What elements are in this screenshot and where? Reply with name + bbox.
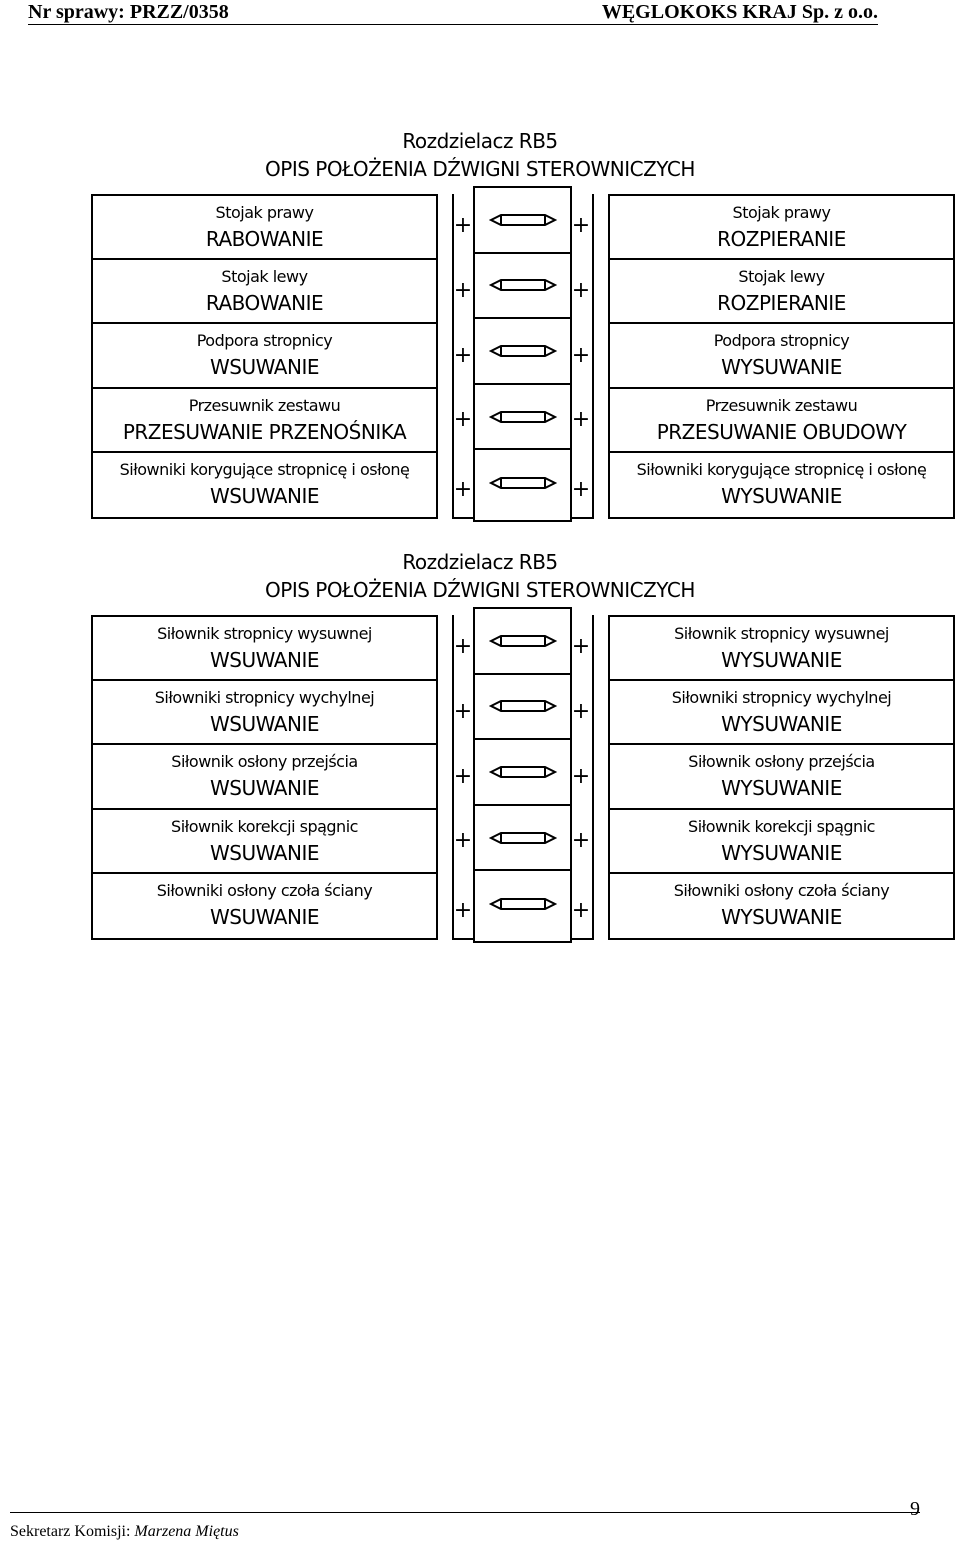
function-cell bbox=[610, 745, 953, 809]
lever-slot bbox=[475, 254, 570, 320]
actuator-name: Siłownik osłony przejścia bbox=[688, 752, 875, 772]
page-footer bbox=[10, 1512, 920, 1541]
actuator-name: Siłowniki osłony czoła ściany bbox=[673, 880, 890, 900]
plus-sign: + bbox=[571, 764, 591, 789]
actuator-name: Siłownik korekcji spągnic bbox=[171, 816, 358, 836]
actuator-action: WSUWANIE bbox=[210, 776, 319, 801]
function-cell bbox=[93, 617, 436, 681]
plus-sign: + bbox=[453, 213, 473, 238]
actuator-name: Siłownik stropnicy wysuwnej bbox=[157, 624, 372, 643]
plus-sign: + bbox=[453, 278, 473, 303]
plus-sign: + bbox=[453, 634, 473, 659]
actuator-action: WYSUWANIE bbox=[721, 355, 842, 380]
diagram-title: Rozdzielacz RB5 bbox=[402, 129, 558, 153]
function-cell bbox=[93, 324, 436, 388]
function-cell bbox=[610, 453, 953, 517]
lever-symbol-icon bbox=[489, 763, 557, 781]
plus-sign: + bbox=[453, 407, 473, 432]
footer-label: Sekretarz Komisji: bbox=[10, 1523, 131, 1540]
plus-sign: + bbox=[571, 898, 591, 923]
actuator-name: Podpora stropnicy bbox=[713, 331, 850, 351]
function-cell bbox=[610, 874, 953, 938]
rail-line bbox=[572, 517, 594, 519]
actuator-name: Siłowniki osłony czoła ściany bbox=[156, 880, 373, 900]
rail-line bbox=[592, 615, 594, 940]
actuator-action: RABOWANIE bbox=[205, 291, 324, 316]
function-cell bbox=[93, 874, 436, 938]
plus-sign: + bbox=[571, 477, 591, 502]
lever-symbol-icon bbox=[489, 895, 557, 913]
lever-slot bbox=[475, 675, 570, 741]
plus-sign: + bbox=[571, 828, 591, 853]
actuator-name: Siłownik osłony przejścia bbox=[171, 752, 358, 772]
right-function-column bbox=[608, 615, 955, 940]
actuator-name: Siłowniki stropnicy wychylnej bbox=[154, 688, 375, 708]
actuator-name: Siłownik korekcji spągnic bbox=[688, 816, 875, 836]
page-header bbox=[28, 0, 878, 25]
actuator-action: PRZESUWANIE PRZENOŚNIKA bbox=[122, 419, 407, 444]
actuator-action: WSUWANIE bbox=[210, 712, 319, 737]
actuator-action: ROZPIERANIE bbox=[717, 291, 846, 316]
function-cell bbox=[610, 196, 953, 260]
actuator-action: WYSUWANIE bbox=[721, 648, 842, 672]
actuator-action: WSUWANIE bbox=[210, 483, 319, 508]
plus-sign: + bbox=[571, 407, 591, 432]
lever-column bbox=[473, 607, 572, 943]
lever-slot bbox=[475, 450, 570, 516]
function-cell bbox=[610, 810, 953, 874]
lever-slot bbox=[475, 871, 570, 937]
company-name: WĘGLOKOKS KRAJ Sp. z o.o. bbox=[601, 1, 878, 23]
actuator-action: WSUWANIE bbox=[210, 648, 319, 672]
left-function-column bbox=[91, 615, 438, 940]
diagram-title: Rozdzielacz RB5 bbox=[402, 550, 558, 574]
plus-sign: + bbox=[453, 828, 473, 853]
plus-sign: + bbox=[453, 898, 473, 923]
lever-slot bbox=[475, 609, 570, 675]
rail-line bbox=[592, 194, 594, 519]
right-function-column bbox=[608, 194, 955, 519]
actuator-action: WSUWANIE bbox=[210, 904, 319, 929]
actuator-action: WYSUWANIE bbox=[721, 776, 842, 801]
lever-slot bbox=[475, 188, 570, 254]
actuator-name: Stojak prawy bbox=[215, 203, 314, 222]
plus-sign: + bbox=[453, 699, 473, 724]
actuator-name: Przesuwnik zestawu bbox=[705, 395, 858, 415]
actuator-name: Podpora stropnicy bbox=[196, 331, 333, 351]
actuator-action: WYSUWANIE bbox=[721, 904, 842, 929]
function-cell bbox=[93, 453, 436, 517]
plus-sign: + bbox=[453, 764, 473, 789]
actuator-action: WSUWANIE bbox=[210, 840, 319, 865]
lever-symbol-icon bbox=[489, 474, 557, 492]
function-cell bbox=[93, 745, 436, 809]
plus-sign: + bbox=[453, 343, 473, 368]
actuator-action: WYSUWANIE bbox=[721, 483, 842, 508]
actuator-name: Stojak prawy bbox=[732, 203, 831, 222]
function-cell bbox=[93, 681, 436, 745]
actuator-name: Siłowniki korygujące stropnicę i osłonę bbox=[119, 459, 410, 479]
lever-symbol-icon bbox=[489, 342, 557, 360]
diagram-subtitle: OPIS POŁOŻENIA DŹWIGNI STEROWNICZYCH bbox=[265, 578, 695, 602]
plus-sign: + bbox=[571, 634, 591, 659]
rail-line bbox=[572, 938, 594, 940]
valve-diagram bbox=[0, 549, 960, 969]
actuator-action: WYSUWANIE bbox=[721, 712, 842, 737]
plus-sign: + bbox=[453, 477, 473, 502]
lever-symbol-icon bbox=[489, 211, 557, 229]
footer-signature bbox=[10, 1523, 239, 1541]
lever-symbol-icon bbox=[489, 829, 557, 847]
diagram-subtitle: OPIS POŁOŻENIA DŹWIGNI STEROWNICZYCH bbox=[265, 157, 695, 181]
actuator-action: WSUWANIE bbox=[210, 355, 319, 380]
left-function-column bbox=[91, 194, 438, 519]
secretary-name: Marzena Miętus bbox=[134, 1523, 239, 1540]
function-cell bbox=[93, 810, 436, 874]
function-cell bbox=[610, 617, 953, 681]
function-cell bbox=[610, 324, 953, 388]
lever-symbol-icon bbox=[489, 276, 557, 294]
page-number: 9 bbox=[910, 1498, 920, 1520]
lever-symbol-icon bbox=[489, 697, 557, 715]
lever-slot bbox=[475, 385, 570, 451]
case-number: Nr sprawy: PRZZ/0358 bbox=[28, 1, 229, 23]
actuator-name: Stojak lewy bbox=[221, 267, 308, 287]
actuator-action: PRZESUWANIE OBUDOWY bbox=[656, 419, 907, 444]
actuator-action: RABOWANIE bbox=[205, 227, 324, 251]
function-cell bbox=[93, 389, 436, 453]
lever-column bbox=[473, 186, 572, 522]
rail-line bbox=[452, 938, 474, 940]
actuator-action: ROZPIERANIE bbox=[717, 227, 846, 251]
function-cell bbox=[610, 389, 953, 453]
plus-sign: + bbox=[571, 278, 591, 303]
function-cell bbox=[610, 681, 953, 745]
actuator-name: Siłownik stropnicy wysuwnej bbox=[674, 624, 889, 643]
plus-sign: + bbox=[571, 699, 591, 724]
actuator-action: WYSUWANIE bbox=[721, 840, 842, 865]
actuator-name: Siłowniki korygujące stropnicę i osłonę bbox=[636, 459, 927, 479]
rail-line bbox=[452, 517, 474, 519]
plus-sign: + bbox=[571, 343, 591, 368]
function-cell bbox=[93, 260, 436, 324]
lever-symbol-icon bbox=[489, 408, 557, 426]
lever-slot bbox=[475, 319, 570, 385]
plus-sign: + bbox=[571, 213, 591, 238]
lever-slot bbox=[475, 740, 570, 806]
actuator-name: Siłowniki stropnicy wychylnej bbox=[671, 688, 892, 708]
lever-slot bbox=[475, 806, 570, 872]
lever-symbol-icon bbox=[489, 632, 557, 650]
actuator-name: Przesuwnik zestawu bbox=[188, 395, 341, 415]
actuator-name: Stojak lewy bbox=[738, 267, 825, 287]
function-cell bbox=[93, 196, 436, 260]
function-cell bbox=[610, 260, 953, 324]
valve-diagram bbox=[0, 128, 960, 548]
